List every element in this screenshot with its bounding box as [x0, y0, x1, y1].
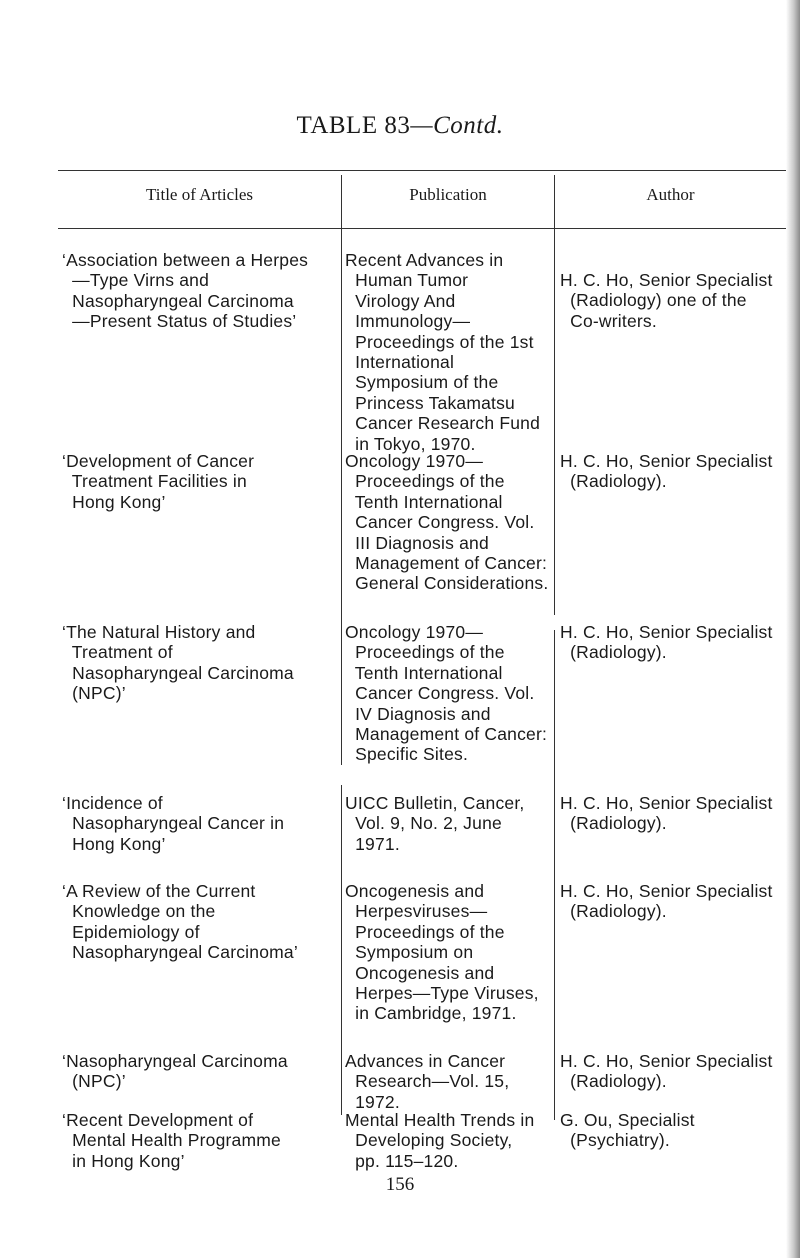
top-rule: [58, 170, 786, 171]
row-1-publication: Recent Advances in Human Tumor Virology And Immunology— Proceedings of the 1st International Symposium of the Princess Takamatsu Cancer Research Fund in Tokyo, 1970.: [345, 250, 541, 454]
row-3-title: ‘The Natural History and Treatment of Nasopharyngeal Carcinoma (NPC)’: [62, 622, 294, 704]
table-number: TABLE 83: [296, 112, 411, 139]
row-4-author: H. C. Ho, Senior Specialist (Radiology).: [560, 793, 773, 834]
header-title-of-articles: Title of Articles: [145, 185, 254, 204]
row-6-author: H. C. Ho, Senior Specialist (Radiology).: [560, 1051, 773, 1092]
column-divider-1-lower: [341, 785, 342, 1115]
row-2-title: ‘Development of Cancer Treatment Facilities in Hong Kong’: [62, 451, 255, 512]
row-1-title: ‘Association between a Herpes —Type Virns and Nasopharyngeal Carcinoma —Present Status of Studies’: [62, 250, 309, 332]
row-1-author: H. C. Ho, Senior Specialist (Radiology) one of the Co-writers.: [560, 270, 773, 331]
header-author: Author: [646, 185, 695, 204]
row-7-publication: Mental Health Trends in Developing Society, pp. 115–120.: [345, 1110, 535, 1171]
page-edge-shadow: [786, 0, 800, 1258]
page-title: [0, 112, 800, 140]
row-3-author: H. C. Ho, Senior Specialist (Radiology).: [560, 622, 773, 663]
row-6-publication: Advances in Cancer Research—Vol. 15, 1972.: [345, 1051, 510, 1112]
header-rule: [58, 228, 786, 229]
row-2-author: H. C. Ho, Senior Specialist (Radiology).: [560, 451, 773, 492]
column-divider-2: [554, 175, 555, 615]
column-divider-1: [341, 175, 342, 765]
row-5-author: H. C. Ho, Senior Specialist (Radiology).: [560, 881, 773, 922]
row-7-title: ‘Recent Development of Mental Health Programme in Hong Kong’: [62, 1110, 281, 1171]
row-7-author: G. Ou, Specialist (Psychiatry).: [560, 1110, 695, 1151]
column-divider-2-lower: [554, 630, 555, 1120]
row-4-publication: UICC Bulletin, Cancer, Vol. 9, No. 2, June 1971.: [345, 793, 525, 854]
page-number: 156: [385, 1174, 415, 1195]
row-2-publication: Oncology 1970— Proceedings of the Tenth International Cancer Congress. Vol. III Diagnosis and Management of Cancer: General Considerations.: [345, 451, 549, 594]
row-4-title: ‘Incidence of Nasopharyngeal Cancer in Hong Kong’: [62, 793, 285, 854]
row-6-title: ‘Nasopharyngeal Carcinoma (NPC)’: [62, 1051, 288, 1092]
row-5-title: ‘A Review of the Current Knowledge on the Epidemiology of Nasopharyngeal Carcinoma’: [62, 881, 298, 963]
row-3-publication: Oncology 1970— Proceedings of the Tenth International Cancer Congress. Vol. IV Diagnosis and Management of Cancer: Specific Sites.: [345, 622, 548, 765]
title-continued: —Contd.: [410, 112, 504, 139]
row-5-publication: Oncogenesis and Herpesviruses— Proceedings of the Symposium on Oncogenesis and Herpes—Type Viruses, in Cambridge, 1971.: [345, 881, 539, 1024]
header-publication: Publication: [409, 185, 487, 204]
